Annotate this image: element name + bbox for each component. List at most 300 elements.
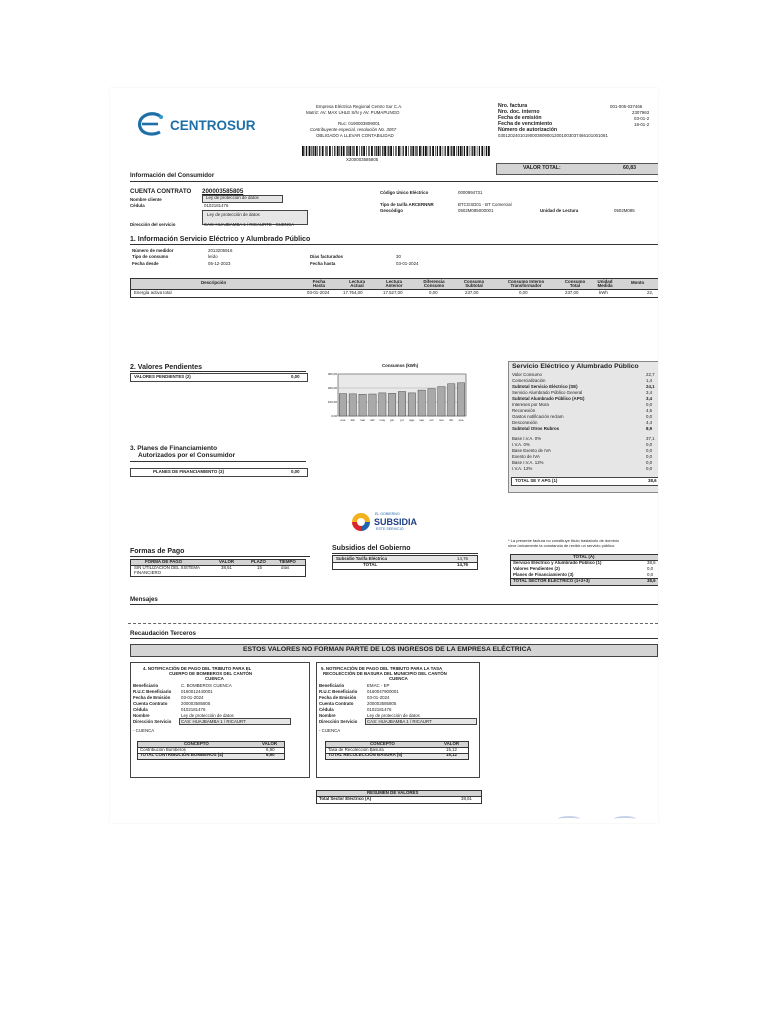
divider	[332, 553, 478, 554]
barcode-bar	[356, 146, 358, 156]
services-total-box	[511, 477, 658, 486]
chart-bar	[349, 394, 356, 416]
company-ruc: Ruc: 0190003809001	[338, 121, 380, 126]
gb-field-value: Ley de protección de datos	[367, 713, 420, 718]
gb-field-label: Dirección Servicio	[319, 719, 358, 724]
barcode-bar	[401, 146, 402, 156]
company-special: Contribuyente especial, resolución No. 3057	[310, 127, 397, 132]
totals-row-1-label: Valores Pendientes (2)	[513, 566, 560, 571]
ff-field-label: Cédula	[133, 707, 148, 712]
barcode-bar	[453, 146, 455, 156]
barcode-bar	[347, 146, 348, 156]
third-party-title: Recaudación Terceros	[130, 630, 196, 637]
ff-field-label: Fecha de Emisión	[133, 695, 171, 700]
services-row-label: I.V.A. 12%	[512, 466, 533, 471]
barcode-bar	[353, 146, 354, 156]
barcode-bar	[405, 146, 407, 156]
chart-bar	[398, 392, 405, 417]
code-value: 0000994731	[458, 190, 483, 195]
invoice-value-0: 001-005-037466	[610, 104, 643, 109]
meter-value: 2013205916	[208, 248, 233, 253]
services-row-value: 3,4	[646, 390, 653, 395]
barcode-bar	[422, 146, 423, 156]
gb-field-value: 03-01-2024	[367, 695, 390, 700]
barcode-bar	[366, 146, 367, 156]
contract-value: 200003585805	[202, 188, 244, 195]
th-1: Fecha Hasta	[312, 279, 326, 289]
gb-total-value: 15,12	[446, 752, 457, 757]
barcode-bar	[423, 146, 424, 156]
reading-unit-value: 0502M085	[614, 208, 635, 213]
barcode-bar	[447, 146, 449, 156]
gb-field-label: Cuenta Contrato	[319, 701, 354, 706]
centrosur-logo	[136, 112, 276, 138]
barcode-bar	[428, 146, 429, 156]
barcode-bar	[337, 146, 339, 156]
gb-field-value: 200003585805	[367, 701, 397, 706]
subsidia-bottom: ESTE SERVICIO	[376, 527, 404, 531]
to-label: Fecha hasta	[310, 261, 336, 266]
name-value: Ley de protección de datos	[202, 195, 283, 203]
barcode-bar	[311, 146, 312, 156]
barcode-bar	[437, 146, 438, 156]
x-tick-label: ago	[409, 418, 415, 422]
third-party-banner	[130, 644, 658, 657]
firefighters-box	[130, 662, 310, 778]
subsidies-table	[332, 555, 478, 570]
y-tick-label: 300,00	[327, 372, 337, 377]
ff-concept-table	[137, 741, 285, 760]
services-row-label: Gastos notificación reclam	[512, 414, 564, 419]
summary-row-label: Total Sector Eléctrico (A)	[319, 796, 372, 801]
barcode-bar	[378, 146, 380, 156]
company-name: Empresa Eléctrica Regional Centro Sur C.A.	[316, 104, 403, 109]
summary-row-value: 38,61	[461, 796, 472, 801]
gb-field-label: Nombre	[319, 713, 336, 718]
barcode-bar	[376, 146, 377, 156]
totals-row-2-value: 0,0	[647, 572, 654, 577]
td-0: Energía activa total	[134, 290, 172, 295]
th-5: Consumo Subtotal	[463, 279, 485, 289]
tariff-value: BTCGSD01 - BT Comercial	[458, 202, 512, 207]
gb-field-label: R.U.C Beneficiario	[319, 689, 358, 694]
ff-field-value: 200003585805	[181, 701, 211, 706]
barcode-bar	[306, 146, 307, 156]
services-row-label: Base Exento de IVA	[512, 448, 551, 453]
services-row-label: Subtotal Servicio Eléctrico (SE)	[512, 384, 578, 389]
barcode-bar	[472, 146, 473, 156]
barcode-bar	[445, 146, 446, 156]
y-tick-label: 0,00	[331, 414, 337, 419]
barcode-bar	[416, 146, 417, 156]
barcode-bar	[481, 146, 483, 156]
services-row-label: Subtotal Alumbrado Público (APG)	[512, 396, 585, 401]
barcode-bar	[477, 146, 478, 156]
geo-label: Geocódigo	[380, 208, 403, 213]
barcode-bar	[371, 146, 373, 156]
chart-bar	[388, 393, 395, 416]
ff-row-value: 6,90	[266, 747, 275, 752]
consumption-chart	[320, 370, 470, 428]
y-tick-label: 200,00	[327, 386, 337, 391]
services-row-value: 0,0	[646, 402, 653, 407]
services-row-value: 0,0	[646, 414, 653, 419]
total-value-amount: 60,83	[623, 165, 636, 171]
id-label: Cédula	[130, 203, 145, 208]
gb-field-label: Fecha de Emisión	[319, 695, 357, 700]
barcode-bar	[435, 146, 436, 156]
td-5: 237,00	[465, 290, 479, 295]
id-value: 0102181476	[204, 203, 229, 208]
gb-concept-header: CONCEPTO	[370, 741, 395, 746]
x-tick-label: jun	[390, 418, 395, 422]
barcode-bar	[432, 146, 434, 156]
chart-title: Consumos (kWh)	[382, 363, 419, 368]
barcode-bar	[382, 146, 383, 156]
from-value: 05-12-2023	[208, 261, 231, 266]
th-4: Diferencia Consumo	[423, 279, 445, 289]
barcode-bar	[319, 146, 320, 156]
ff-title-1: CUERPO DE BOMBEROS DEL CANTÓN	[169, 671, 253, 676]
services-row-value: 4,4	[646, 420, 653, 425]
totals-total-label: TOTAL SECTOR ELÉCTRICO (1+2+3)	[513, 578, 590, 583]
barcode-bar	[346, 146, 347, 156]
ff-field-label: Cuenta Contrato	[133, 701, 168, 706]
services-row-value: 4,5	[646, 408, 653, 413]
ff-extra-line: - CUENCA	[133, 728, 155, 733]
days-label: Días facturados	[310, 254, 343, 259]
ff-field-value: CAS: HUAJBAMBA 1 / RICAURT	[181, 719, 246, 724]
divider	[130, 461, 306, 462]
pf-c3: días	[281, 565, 290, 570]
total-value-label: VALOR TOTAL:	[523, 165, 561, 171]
barcode-bar	[486, 146, 487, 156]
divider	[130, 556, 310, 557]
ff-field-label: Nombre	[133, 713, 150, 718]
pf-h1: VALOR	[219, 559, 235, 564]
tariff-label: Tipo de tarifa ARCERNNR	[380, 202, 434, 207]
barcode-number: X200003585805	[346, 157, 379, 162]
contract-label: CUENTA CONTRATO	[130, 188, 192, 195]
cut-line	[128, 623, 658, 624]
invoice-label-0: Nro. factura	[498, 103, 528, 109]
barcode-bar	[419, 146, 421, 156]
barcode-bar	[388, 146, 389, 156]
x-tick-label: abr	[370, 418, 375, 422]
pf-h2: PLAZO	[251, 559, 266, 564]
logo-swoosh-icon	[136, 112, 166, 138]
divider	[130, 638, 658, 639]
invoice-label-3: Fecha de vencimiento	[498, 121, 553, 127]
totals-header: TOTAL (A)	[573, 554, 595, 559]
chart-bar	[408, 393, 415, 416]
pending-label: VALORES PENDIENTES (2)	[134, 374, 191, 379]
chart-bar	[448, 384, 455, 416]
barcode-bar	[458, 146, 459, 156]
y-tick-label: 100,00	[327, 400, 337, 405]
subsidies-row-label: Subsidio Tarifa Eléctrica	[336, 556, 387, 561]
ff-row-label: Contribución Bomberos	[140, 747, 186, 752]
barcode-bar	[352, 146, 353, 156]
barcode-bar	[398, 146, 400, 156]
barcode-bar	[387, 146, 388, 156]
service-info-title: 1. Información Servicio Eléctrico y Alumbrado Público	[130, 236, 311, 243]
th-7: Consumo Total	[564, 279, 586, 289]
services-row-label: Comercialización	[512, 378, 546, 383]
barcode-bar	[326, 146, 327, 156]
note-line-1: * La presente factura no constituye título traslatorio de dominio	[508, 538, 619, 543]
chart-bar	[457, 383, 464, 416]
td-7: 237,00	[565, 290, 579, 295]
barcode-bar	[395, 146, 396, 156]
garbage-box	[316, 662, 480, 778]
services-row-value: 0,0	[646, 448, 653, 453]
barcode-bar	[451, 146, 452, 156]
barcode-bar	[325, 146, 326, 156]
services-row-label: Desconexión	[512, 420, 538, 425]
td-6: 0,00	[519, 290, 528, 295]
th-2: Lectura Actual	[349, 279, 365, 289]
barcode-bar	[425, 146, 427, 156]
barcode-bar	[439, 146, 441, 156]
services-row-label: Intereses por Mora	[512, 402, 549, 407]
service-dir-label: Dirección del servicio	[130, 222, 176, 227]
financing-box	[130, 468, 308, 477]
financing-title-2: Autorizados por el Consumidor	[138, 452, 236, 459]
summary-table	[316, 790, 482, 804]
barcode-bar	[408, 146, 409, 156]
services-row-value: 0,0	[646, 460, 653, 465]
barcode-bar	[412, 146, 414, 156]
faint-mark-right	[614, 816, 636, 822]
name-label: Nombre cliente	[130, 197, 162, 202]
x-tick-label: dic	[449, 418, 454, 422]
x-tick-label: feb	[350, 418, 355, 422]
x-tick-label: jul	[400, 418, 404, 422]
ff-concept-header: CONCEPTO	[184, 741, 209, 746]
th-8: Unidad Medida	[597, 279, 613, 289]
services-row-label: Exento de IVA	[512, 454, 540, 459]
barcode-bar	[339, 146, 340, 156]
td-8: kWh	[599, 290, 608, 295]
barcode-bar	[334, 146, 335, 156]
barcode-bar	[462, 146, 463, 156]
barcode-bar	[332, 146, 333, 156]
invoice-page	[110, 88, 658, 823]
gb-extra-line: - CUENCA	[319, 728, 341, 733]
ff-field-label: R.U.C Beneficiario	[133, 689, 172, 694]
services-row-value: 0,0	[646, 466, 653, 471]
services-row-label: Servicio Alumbrado Público General	[512, 390, 583, 395]
divider	[130, 604, 658, 605]
th-0: Descripción	[201, 280, 227, 285]
ff-total-label: TOTAL CONTRIBUCIÓN BOMBEROS (4)	[140, 752, 224, 757]
gb-field-label: Cédula	[319, 707, 334, 712]
barcode-bar	[349, 146, 351, 156]
x-tick-label: may	[379, 418, 386, 422]
consumption-table	[130, 278, 658, 298]
consumption-type-value: leído	[208, 254, 218, 259]
ff-total-value: 6,90	[266, 752, 275, 757]
pending-value: 0,00	[291, 374, 300, 379]
services-row-label: Base I.V.A. 0%	[512, 436, 542, 441]
subsidies-title: Subsidios del Gobierno	[332, 545, 411, 552]
ff-field-label: Beneficiario	[133, 683, 159, 688]
pf-h3: TIEMPO	[279, 559, 296, 564]
ff-field-value: 0102181476	[181, 707, 206, 712]
protect-box: Ley de protección de datos	[202, 210, 308, 225]
company-accounting: OBLIGADO A LLEVAR CONTABILIDAD	[316, 133, 394, 138]
barcode-bar	[305, 146, 306, 156]
gb-field-value: EMAC - EP	[367, 683, 390, 688]
meter-label: Número de medidor	[132, 248, 174, 253]
barcode-bar	[390, 146, 392, 156]
barcode-bar	[368, 146, 369, 156]
services-row-label: I.V.A. 0%	[512, 442, 530, 447]
barcode-bar	[363, 146, 365, 156]
chart-bar	[428, 389, 435, 416]
barcode-bar	[315, 146, 317, 156]
gb-field-value: CAS: HUAJBAMBA 1 / RICAURT	[367, 719, 432, 724]
services-row-label: Reconexión	[512, 408, 536, 413]
barcode-bar	[403, 146, 404, 156]
barcode-bar	[322, 146, 324, 156]
geo-value: 0502M085000001	[458, 208, 494, 213]
barcode-bar	[410, 146, 411, 156]
barcode-bar	[485, 146, 486, 156]
services-total-value: 38,6	[648, 478, 657, 483]
company-address: Matriz: AV. MAX UHLE S/N y AV. PUMAPUNGO	[306, 110, 400, 115]
invoice-value-2: 03-01-2	[634, 116, 650, 121]
chart-bar	[369, 394, 376, 416]
td-2: 17.764,00	[343, 290, 363, 295]
services-total-label: TOTAL SE Y APG (1)	[515, 478, 558, 483]
totals-row-0-label: Servicio Eléctrico y Alumbrado Público (1)	[513, 560, 602, 565]
ff-title-0: 4. NOTIFICACIÓN DE PAGO DEL TRIBUTO PARA EL	[143, 666, 252, 671]
payment-forms-table	[130, 559, 306, 577]
auth-number: 030120240101900038090012001003037466101001081	[498, 133, 608, 138]
subsidies-row-value: 14,76	[457, 556, 468, 561]
barcode-bar	[466, 146, 468, 156]
gb-title-2: CUENCA	[389, 676, 408, 681]
barcode-bar	[393, 146, 394, 156]
gb-title-0: 5. NOTIFICACIÓN DE PAGO DEL TRIBUTO PARA LA TASA	[321, 666, 443, 671]
chart-bar	[359, 394, 366, 416]
note-line-2: sirve únicamente la constancia de recibir un servicio público.	[508, 543, 616, 548]
x-tick-label: mar	[360, 418, 366, 422]
ff-field-value: 03-01-2024	[181, 695, 204, 700]
barcode-bar	[456, 146, 457, 156]
messages-title: Mensajes	[130, 596, 158, 603]
x-tick-label: ene	[340, 418, 346, 422]
gb-field-value: 0160047900001	[367, 689, 399, 694]
services-row-value: 22,7	[646, 372, 655, 377]
faint-mark-left	[558, 816, 580, 822]
barcode-bar	[384, 146, 386, 156]
gb-field-label: Beneficiario	[319, 683, 345, 688]
divider	[130, 181, 658, 182]
barcode-bar	[415, 146, 416, 156]
invoice-value-1: 2307963	[632, 110, 650, 115]
pf-c2: 15	[257, 565, 262, 570]
th-9: Monto	[631, 280, 645, 285]
barcode-bar	[341, 146, 342, 156]
divider	[130, 371, 306, 372]
financing-value: 0,00	[291, 469, 300, 474]
totals-row-1-value: 0,0	[647, 566, 654, 571]
th-6: Consumo Interno Transformador	[507, 279, 545, 289]
th-3: Lectura Anterior	[385, 279, 403, 289]
barcode-bar	[470, 146, 471, 156]
barcode-bar	[450, 146, 451, 156]
ff-field-value: Ley de protección de datos	[181, 713, 234, 718]
invoice-label-2: Fecha de emisión	[498, 115, 542, 121]
x-tick-label: nov	[438, 418, 444, 422]
totals-table	[510, 554, 658, 586]
gb-row-value: 15,12	[446, 747, 457, 752]
barcode-bar	[474, 146, 476, 156]
ff-field-value: 0160012440001	[181, 689, 213, 694]
td-4: 0,00	[429, 290, 438, 295]
gb-value-header: VALOR	[444, 741, 460, 746]
logo-text: CENTROSUR	[170, 118, 256, 133]
services-row-value: 8,9	[646, 426, 653, 431]
x-tick-label: ene	[458, 418, 464, 422]
totals-total-value: 38,6	[647, 578, 656, 583]
service-dir-value: CAS: HUAJBAMBA 1 / RICAURTE - CUENCA	[204, 222, 295, 227]
days-value: 30	[396, 254, 401, 259]
totals-row-0-value: 38,6	[647, 560, 656, 565]
services-row-value: 0,0	[646, 454, 653, 459]
services-row-value: 24,1	[646, 384, 655, 389]
chart-bar	[379, 393, 386, 416]
invoice-label-1: Nro. doc. interno	[498, 109, 540, 115]
services-row-label: Subtotal Otros Rubros	[512, 426, 560, 431]
services-row-value: 0,0	[646, 442, 653, 447]
chart-bar	[339, 394, 346, 416]
td-3: 17.527,00	[383, 290, 403, 295]
subsidia-top: EL GOBIERNO	[375, 512, 400, 516]
summary-header: RESUMEN DE VALORES	[367, 790, 419, 795]
code-label: Código Único Eléctrico	[380, 190, 429, 195]
gb-concept-table	[325, 741, 469, 760]
pf-h0: FORMA DE PAGO	[145, 559, 183, 564]
services-row-label: Base I.V.A. 12%	[512, 460, 544, 465]
services-title: Servicio Eléctrico y Alumbrado Público	[512, 363, 639, 370]
barcode-bar	[374, 146, 375, 156]
barcode-bar	[313, 146, 314, 156]
total-value-box	[496, 163, 658, 175]
ff-title-2: CUENCA	[205, 676, 224, 681]
barcode	[302, 146, 492, 156]
from-label: Fecha desde	[132, 261, 159, 266]
services-row-value: 37,1	[646, 436, 655, 441]
td-9: 22,	[647, 290, 654, 295]
third-party-banner-text: ESTOS VALORES NO FORMAN PARTE DE LOS INGRESOS DE LA EMPRESA ELÉCTRICA	[243, 646, 532, 653]
subsidia-word: SUBSIDIA	[374, 517, 418, 527]
reading-unit-label: Unidad de Lectura	[540, 208, 579, 213]
invoice-label-4: Número de autorización	[498, 127, 558, 133]
barcode-bar	[329, 146, 331, 156]
barcode-bar	[430, 146, 431, 156]
td-1: 03-01-2024	[307, 290, 330, 295]
x-tick-label: oct	[429, 418, 434, 422]
gb-total-label: TOTAL RECOLECCIÓN BASURA (5)	[328, 752, 403, 757]
ff-field-label: Dirección Servicio	[133, 719, 172, 724]
barcode-bar	[359, 146, 360, 156]
barcode-bar	[317, 146, 318, 156]
barcode-bar	[302, 146, 304, 156]
